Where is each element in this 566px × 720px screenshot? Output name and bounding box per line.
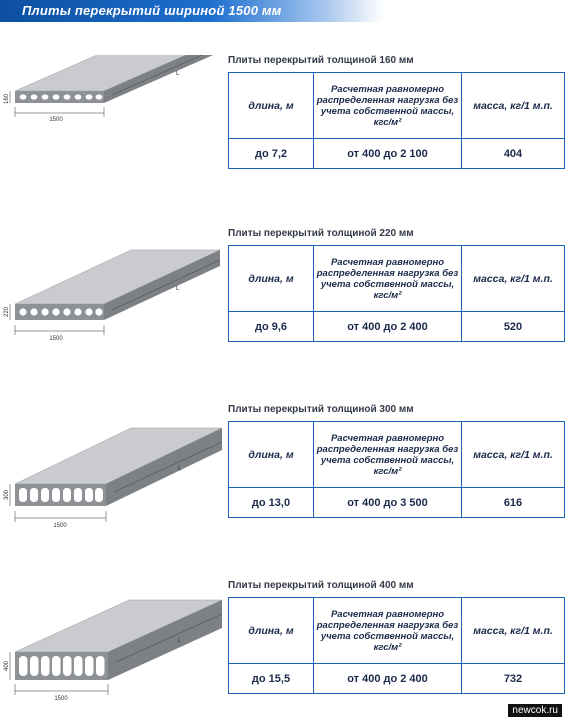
width-label: 1500 [54,696,68,702]
length-mark: L [178,638,182,644]
spec-table [228,597,565,694]
slab-section-160 [0,55,566,205]
cell-mass: 732 [462,664,565,694]
slab-section-220 [0,228,566,378]
slab-diagram [0,55,228,195]
slab-diagram [0,580,228,720]
section-title: Плиты перекрытий толщиной 400 мм [228,580,414,591]
spec-table [228,245,565,342]
cell-length: до 15,5 [229,664,314,694]
header-mass: масса, кг/1 м.п. [462,73,565,139]
thickness-label: 220 [4,306,10,318]
cell-load: от 400 до 2 400 [314,664,462,694]
section-title: Плиты перекрытий толщиной 300 мм [228,404,414,415]
section-title: Плиты перекрытий толщиной 220 мм [228,228,414,239]
cell-mass: 404 [462,139,565,169]
header-length: длина, м [229,598,314,664]
thickness-label: 300 [4,489,10,501]
watermark: newcok.ru [508,704,562,717]
spec-table [228,72,565,169]
width-label: 1500 [53,523,67,529]
slab-diagram [0,404,228,544]
section-title: Плиты перекрытий толщиной 160 мм [228,55,414,66]
slab-diagram [0,228,228,368]
length-mark: L [178,466,182,472]
header-mass: масса, кг/1 м.п. [462,598,565,664]
thickness-label: 160 [4,93,10,105]
header-load: Расчетная равномерно распределенная нагрузка без учета собственной массы, кгс/м² [314,73,462,139]
width-label: 1500 [49,336,63,342]
cell-mass: 616 [462,488,565,518]
slab-section-300 [0,404,566,554]
width-label: 1500 [49,117,63,123]
header-load: Расчетная равномерно распределенная нагрузка без учета собственной массы, кгс/м² [314,422,462,488]
header-length: длина, м [229,73,314,139]
cell-load: от 400 до 3 500 [314,488,462,518]
page-header [0,0,384,22]
length-mark: L [176,71,180,77]
header-load: Расчетная равномерно распределенная нагрузка без учета собственной массы, кгс/м² [314,598,462,664]
page-title: Плиты перекрытий шириной 1500 мм [22,3,282,18]
spec-table [228,421,565,518]
cell-length: до 7,2 [229,139,314,169]
header-mass: масса, кг/1 м.п. [462,422,565,488]
cell-load: от 400 до 2 100 [314,139,462,169]
header-load: Расчетная равномерно распределенная нагрузка без учета собственной массы, кгс/м² [314,246,462,312]
cell-load: от 400 до 2 400 [314,312,462,342]
header-length: длина, м [229,422,314,488]
header-length: длина, м [229,246,314,312]
cell-length: до 13,0 [229,488,314,518]
cell-mass: 520 [462,312,565,342]
slab-section-400 [0,580,566,720]
thickness-label: 400 [4,660,10,672]
cell-length: до 9,6 [229,312,314,342]
header-mass: масса, кг/1 м.п. [462,246,565,312]
length-mark: L [176,286,180,292]
